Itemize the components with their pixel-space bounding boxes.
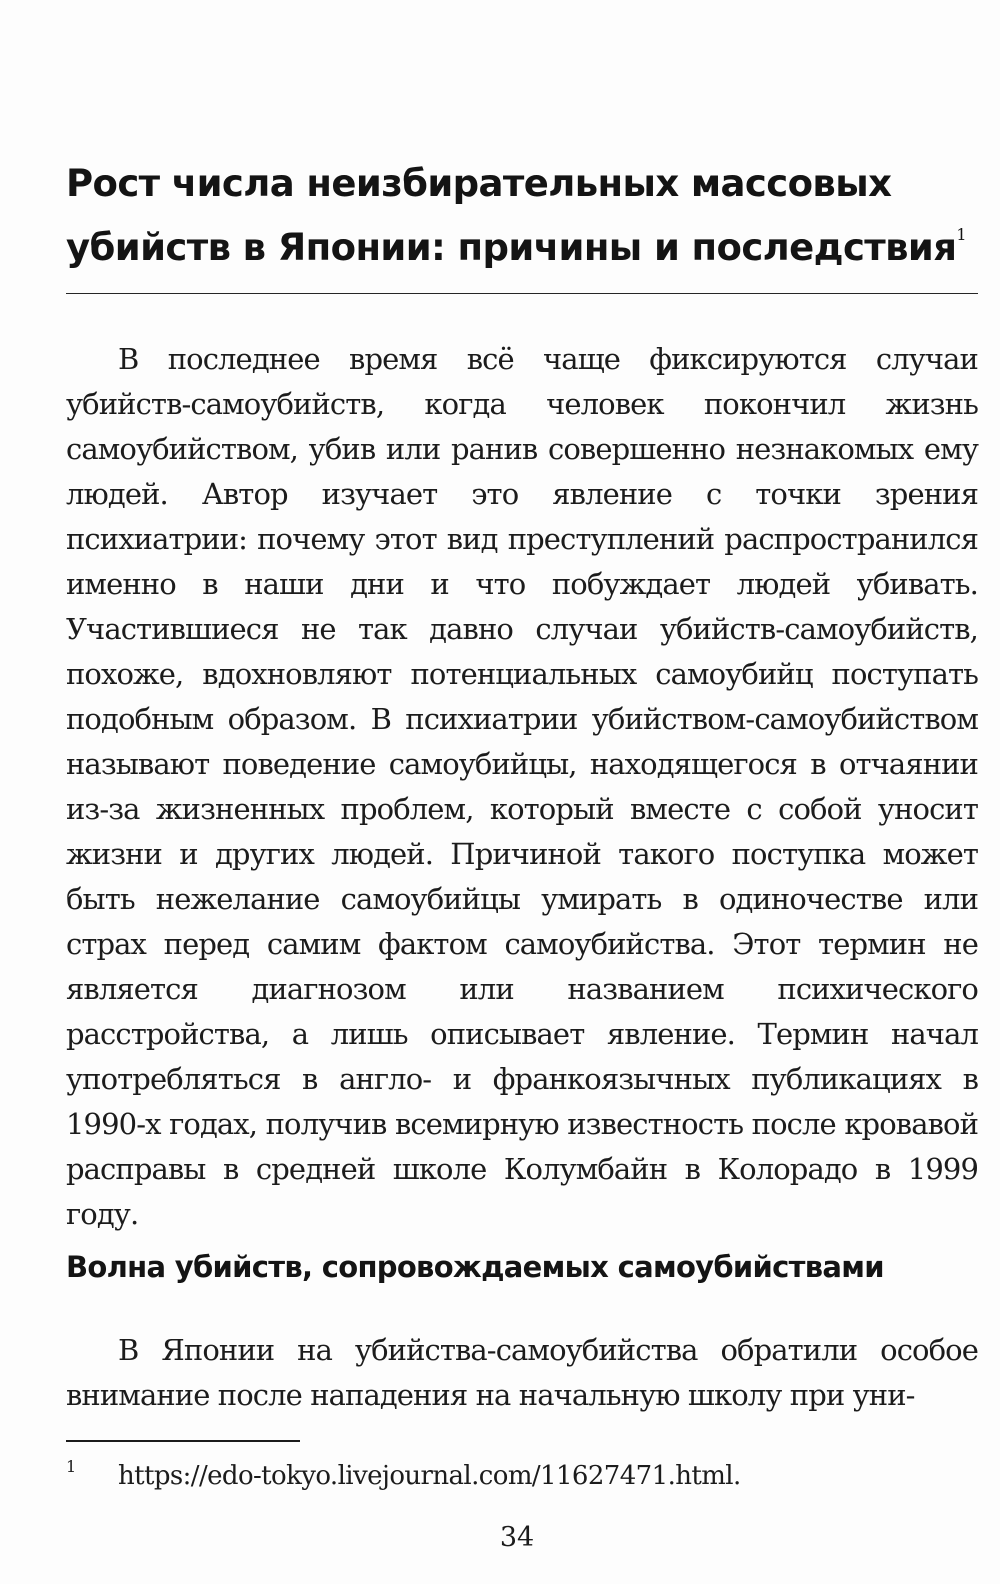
paragraph-intro: В последнее время всё чаще фиксируются случаи убийств-самоубийств, когда человек покончил жизнь самоубийством, убив или ранив совершенно незнакомых ему людей. Автор изучает это явление с точки зрения психиатрии: почему этот вид преступлений распространился именно в наши дни и что побуждает людей убивать. Участившиеся не так давно случаи убийств-самоубийств, похоже, вдохновляют потенциальных самоубийц поступать подобным образом. В психиатрии убийством-самоубийством называют поведение самоубийцы, находящегося в отчаянии из-за жизненных проблем, который вместе с собой уносит жизни и других людей. Причиной такого поступка может быть нежелание самоубийцы умирать в одиночестве или страх перед самим фактом самоубийства. Этот термин не является диагнозом или названием психического расстройства, а лишь описывает явление. Термин начал употребляться в англо- и франкоязычных публикациях в 1990-х годах, получив всемирную известность после кровавой расправы в средней школе Колумбайн в Колорадо в 1999 году. [66, 342, 978, 1231]
title-footnote-ref[interactable]: 1 [956, 225, 967, 244]
footnote-divider [66, 1440, 300, 1442]
paragraph-section-start: В Японии на убийства-самоубийства обратили особое внимание после нападения на начальную школу при уни- [66, 1333, 978, 1412]
footnote: 1 https://edo-tokyo.livejournal.com/11627471.html. [66, 1457, 741, 1491]
title-divider [66, 293, 978, 294]
page-number: 34 [499, 1522, 535, 1553]
footnote-link[interactable]: https://edo-tokyo.livejournal.com/11627471.html. [118, 1461, 741, 1491]
article-title [66, 152, 976, 280]
article-title-text: Рост числа неизбирательных массовых убийств в Японии: причины и последствия [66, 162, 957, 269]
section-subheading: Волна убийств, сопровождаемых самоубийствами [66, 1250, 884, 1284]
